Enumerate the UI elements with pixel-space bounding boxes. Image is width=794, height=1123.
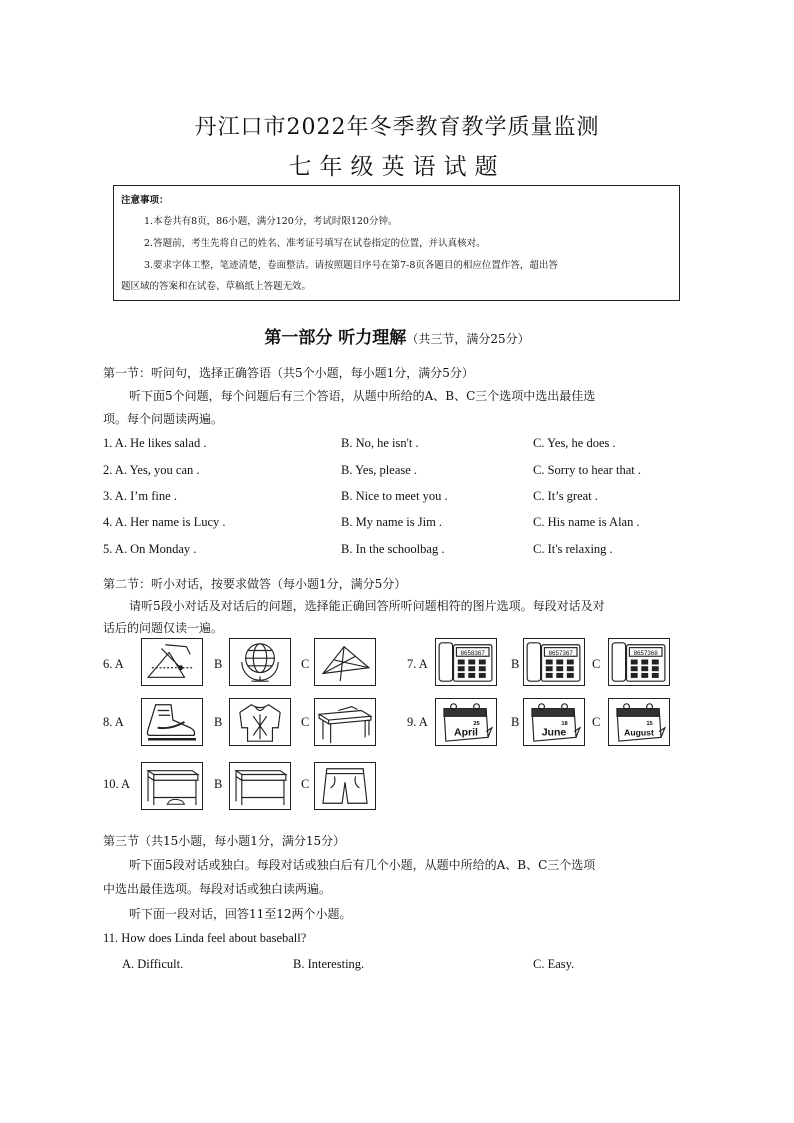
q9-calendar-day-b: 18 [561, 720, 568, 727]
q9-picture-b-calendar [523, 698, 585, 746]
q9-calendar-month-c: August [624, 727, 654, 738]
q5-option-a: 5. A. On Monday . [103, 542, 197, 556]
q9-calendar-day-c: 15 [646, 720, 653, 727]
q7-label: 7. A [407, 657, 428, 671]
q1-option-b: B. No, he isn't . [341, 436, 419, 450]
q10-c-label: C [301, 777, 310, 791]
q10-picture-a-desk-with-shoes [141, 762, 203, 810]
q1-option-c: C. Yes, he does . [533, 436, 616, 450]
q7-picture-c-phone [608, 638, 670, 686]
section3-heading: 第三节（共15小题，每小题1分，满分15分） [103, 834, 346, 848]
notice-item-3: 3.要求字体工整，笔迹清楚，卷面整洁。请按照题目序号在第7-8页各题目的相应位置作答，超出答 [144, 260, 558, 271]
section3-dialogue-instruction: 听下面一段对话，回答11至12两个小题。 [129, 907, 352, 921]
q6-picture-b-globe [229, 638, 291, 686]
q1-option-a: 1. A. He likes salad . [103, 436, 207, 450]
q4-option-c: C. His name is Alan . [533, 515, 640, 529]
q7-phone-number-b: 8657367 [548, 649, 573, 657]
q8-picture-c-table [314, 698, 376, 746]
q10-picture-b-desk [229, 762, 291, 810]
q7-picture-b-phone [523, 638, 585, 686]
notice-heading: 注意事项： [121, 195, 169, 206]
q6-picture-a-drawing-tools [141, 638, 203, 686]
q8-b-label: B [214, 715, 223, 729]
q10-label: 10. A [103, 777, 131, 791]
notice-item-1: 1.本卷共有8页，86小题，满分120分，考试时限120分钟。 [144, 216, 398, 227]
q11-option-a: A. Difficult. [122, 957, 184, 971]
q8-c-label: C [301, 715, 310, 729]
q9-label: 9. A [407, 715, 428, 729]
q9-picture-c-calendar [608, 698, 670, 746]
q7-phone-number-a: 8658367 [460, 649, 485, 657]
q5-option-b: B. In the schoolbag . [341, 542, 445, 556]
section1-heading: 第一节：听问句，选择正确答语（共5个小题，每小题1分，满分5分） [103, 366, 474, 380]
q8-label: 8. A [103, 715, 124, 729]
q2-option-a: 2. A. Yes, you can . [103, 463, 200, 477]
q8-picture-a-sneaker [141, 698, 203, 746]
exam-subtitle: 七年级英语试题 [288, 154, 506, 180]
q4-option-b: B. My name is Jim . [341, 515, 443, 529]
section1-instructions: 听下面5个问题，每个问题后有三个答语，从题中所给的A、B、C三个选项中选出最佳选 [129, 389, 596, 403]
q3-option-a: 3. A. I’m fine . [103, 489, 177, 503]
section3-instructions-cont: 中选出最佳选项。每段对话或独白读两遍。 [103, 882, 332, 896]
q9-picture-a-calendar [435, 698, 497, 746]
notice-item-3-cont: 题区域的答案和在试卷、草稿纸上答题无效。 [121, 281, 312, 292]
q6-c-label: C [301, 657, 310, 671]
q5-option-c: C. It's relaxing . [533, 542, 613, 556]
q7-b-label: B [511, 657, 520, 671]
q4-option-a: 4. A. Her name is Lucy . [103, 515, 226, 529]
q3-option-b: B. Nice to meet you . [341, 489, 448, 503]
section3-instructions: 听下面5段对话或独白。每段对话或独白后有几个小题，从题中所给的A、B、C三个选项 [129, 858, 596, 872]
q10-picture-c-shorts [314, 762, 376, 810]
section2-heading: 第二节：听小对话，按要求做答（每小题1分，满分5分） [103, 577, 407, 591]
part-title-note: （共三节，满分25分） [406, 332, 530, 346]
q11-option-b: B. Interesting. [293, 957, 365, 971]
notice-box [113, 185, 680, 301]
q7-c-label: C [592, 657, 601, 671]
q6-picture-c-triangle-ruler [314, 638, 376, 686]
q10-b-label: B [214, 777, 223, 791]
section2-instructions-cont: 话后的问题仅读一遍。 [103, 621, 224, 635]
section2-instructions: 请听5段小对话及对话后的问题，选择能正确回答所听问题相符的图片选项。每段对话及对 [129, 599, 605, 613]
q9-b-label: B [511, 715, 520, 729]
q6-label: 6. A [103, 657, 124, 671]
q9-calendar-month-b: June [541, 726, 567, 739]
q3-option-c: C. It’s great . [533, 489, 598, 503]
q7-picture-a-phone [435, 638, 497, 686]
part-title-text: 第一部分 听力理解 [264, 328, 407, 348]
q2-option-c: C. Sorry to hear that . [533, 463, 641, 477]
q11-option-c: C. Easy. [533, 957, 575, 971]
part-title [0, 323, 794, 348]
q2-option-b: B. Yes, please . [341, 463, 418, 477]
q9-c-label: C [592, 715, 601, 729]
q6-b-label: B [214, 657, 223, 671]
q9-calendar-day-a: 25 [473, 720, 480, 727]
notice-item-2: 2.答题前，考生先将自己的姓名、准考证号填写在试卷指定的位置，并认真核对。 [144, 238, 486, 249]
q11-stem: 11. How does Linda feel about baseball? [103, 931, 307, 945]
exam-title: 丹江口市2022年冬季教育教学质量监测 [194, 115, 600, 140]
q8-picture-b-sweater [229, 698, 291, 746]
q9-calendar-month-a: April [454, 726, 478, 739]
section1-instructions-cont: 项。每个问题读两遍。 [103, 412, 224, 426]
q7-phone-number-c: 8657368 [633, 649, 658, 657]
